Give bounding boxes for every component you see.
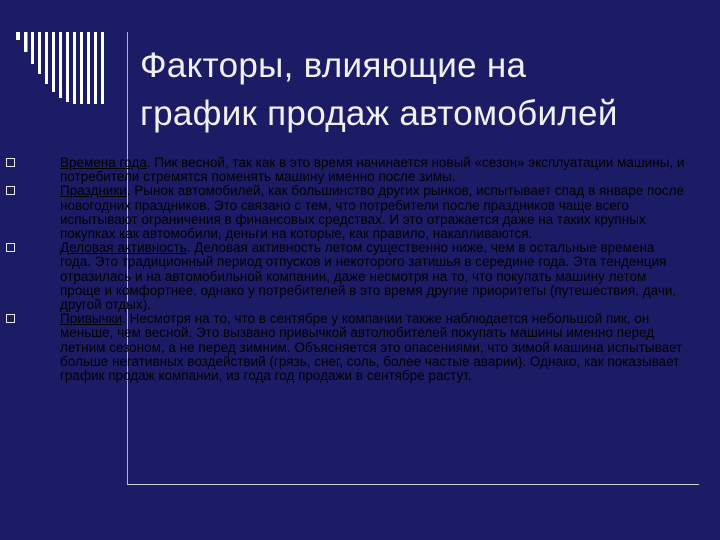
- hollow-square-bullet-icon: [6, 314, 15, 323]
- title-line-1: Факторы, влияющие на: [140, 46, 527, 85]
- slide-title: [140, 42, 700, 138]
- stripes-decoration: [16, 32, 108, 104]
- item-term: Праздники: [60, 183, 127, 199]
- frame-bottom-line: [127, 484, 699, 485]
- factors-list: [60, 156, 688, 383]
- hollow-square-bullet-icon: [6, 186, 15, 195]
- list-item: [60, 312, 688, 383]
- item-term: Привычки: [60, 311, 123, 327]
- item-term: Времена года: [60, 155, 147, 170]
- item-text: . Несмотря на то, что в сентябре у компании также наблюдается небольшой пик, он меньше, чем весной. Это вызвано привычкой автолюбителей покупать машины именно перед летним сезоном, а не перед зимним. Объясняется это опасениями, что зимой машина испытывает больше негативных воздействий (грязь, снег, соль, более частые аварии). Однако, как показывает график продаж компании, из года год продажи в сентябре растут.: [60, 311, 683, 384]
- hollow-square-bullet-icon: [6, 158, 15, 167]
- hollow-square-bullet-icon: [6, 243, 15, 252]
- item-text: . Деловая активность летом существенно ниже, чем в остальные времена года. Это традиционный период отпусков и некоторого затишья в середине года. Эта тенденция отразилась и на автомобильной компании, даже несмотря на то, что покупать машину летом проще и комфортнее, однако у потребителей в это время другие приоритеты (путешествия, дачи, другой отдых).: [60, 240, 677, 313]
- item-text: . Рынок автомобилей, как большинство других рынков, испытывает спад в январе после новогодних праздников. Это связано с тем, что потребители после праздников чаще всего испытывают ограничения в финансовых средствах. И это отражается даже на таких крупных покупках как автомобили, деньги на которые, как правило, накапливаются.: [60, 183, 685, 242]
- list-item: [60, 156, 688, 184]
- list-item: [60, 241, 688, 312]
- item-text: . Пик весной, так как в это время начинается новый «сезон» эксплуатации машины, и потребители стремятся поменять машину именно после зимы.: [60, 155, 685, 185]
- stripes-icon: [16, 32, 108, 104]
- list-item: [60, 184, 688, 241]
- title-line-2: график продаж автомобилей: [140, 94, 618, 133]
- item-term: Деловая активность: [60, 240, 187, 256]
